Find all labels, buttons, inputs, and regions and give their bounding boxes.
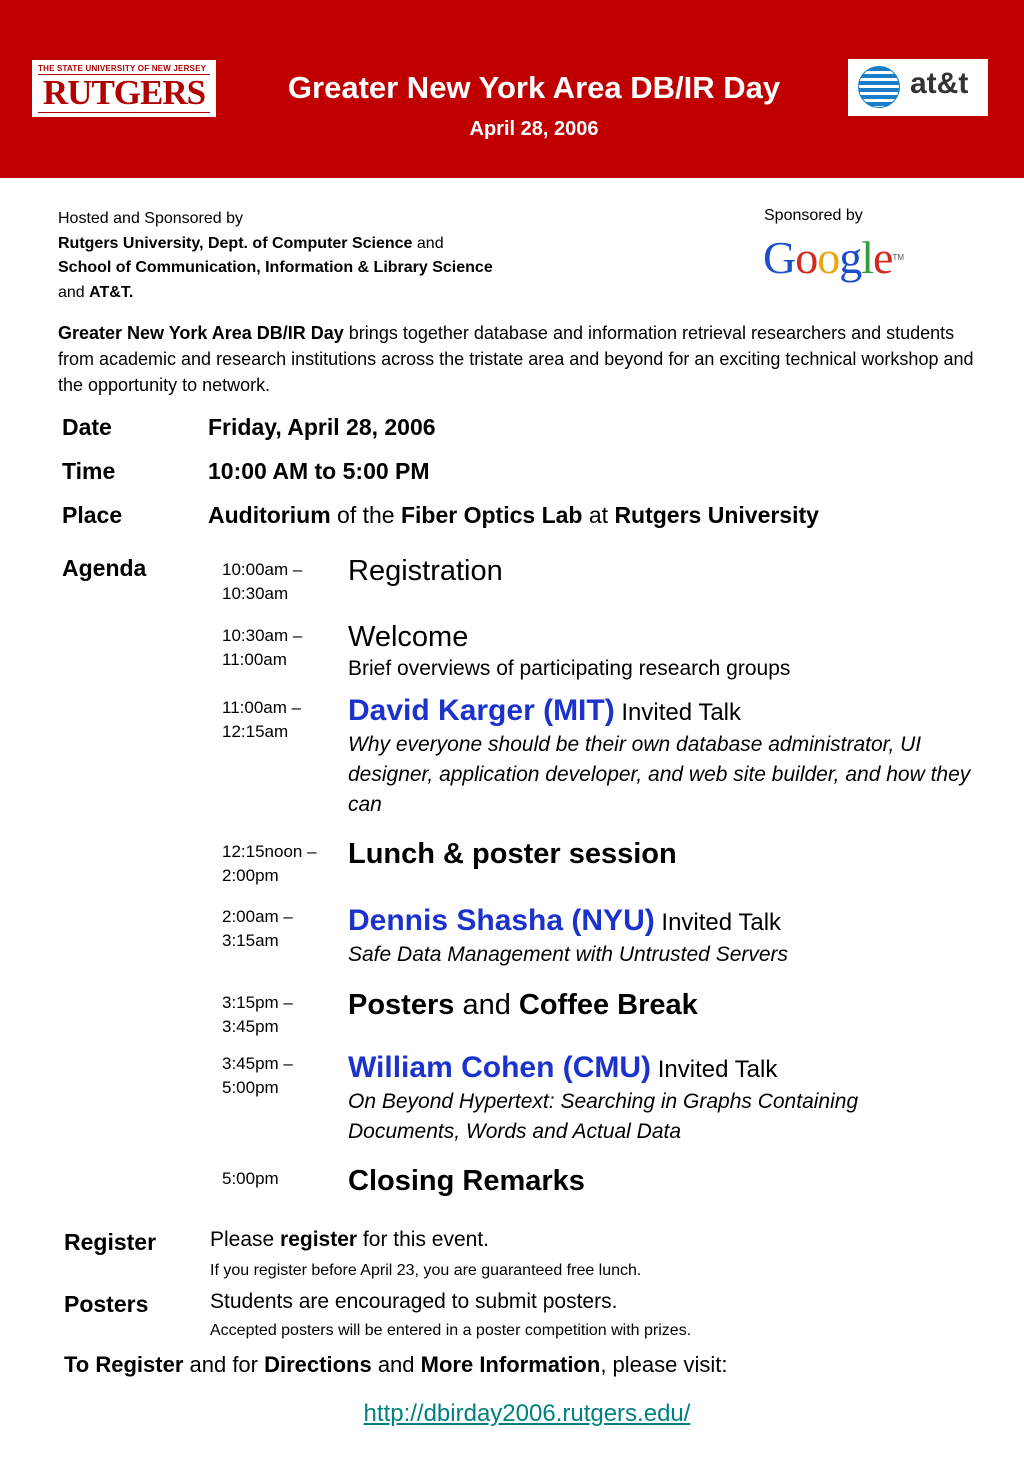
agenda-time-start: 5:00pm [222,1169,279,1188]
place-fiber-optics-lab: Fiber Optics Lab [400,502,583,528]
date-value: Friday, April 28, 2006 [208,414,436,440]
agenda-time-end: 3:45pm [222,1017,279,1036]
register-label: Register [64,1229,157,1255]
rutgers-logo [32,60,216,117]
agenda-invited-talk: Invited Talk [614,699,742,726]
agenda-item-lunch [348,837,988,871]
agenda-time [222,1167,279,1191]
agenda-speaker: David Karger (MIT) [348,694,615,727]
att-globe-icon [858,66,900,108]
place-text: of the [330,502,401,528]
host-info [58,207,493,305]
agenda-title-coffee: Coffee Break [518,989,698,1021]
agenda-time-end: 5:00pm [222,1078,279,1097]
posters-line: Students are encouraged to submit posters. [210,1290,618,1313]
event-date-heading: April 28, 2006 [469,118,599,140]
more-info-register: To Register [64,1352,184,1377]
agenda-time-start: 3:15pm – [222,993,293,1012]
place-auditorium: Auditorium [208,502,331,528]
agenda-item-coffee-break [348,988,988,1022]
more-info-text: , please visit: [600,1352,728,1377]
host-and: and [58,283,90,301]
rutgers-logo-top-text: THE STATE UNIVERSITY OF NEW JERSEY [38,64,207,73]
rutgers-logo-wordmark: RUTGERS [42,73,206,112]
agenda-time [222,624,302,672]
agenda-speaker: Dennis Shasha (NYU) [348,904,655,937]
more-info-text: and [371,1352,421,1377]
agenda-time-start: 10:00am – [222,560,303,579]
agenda-time-start: 3:45pm – [222,1054,293,1073]
register-text: Please [210,1228,281,1251]
host-line: Hosted and Sponsored by [58,210,244,227]
agenda-talk-title: Safe Data Management with Untrusted Servers [348,943,789,966]
agenda-invited-talk: Invited Talk [654,909,782,936]
agenda-item-cohen [348,1051,988,1147]
agenda-time-end: 10:30am [222,584,289,603]
agenda-invited-talk: Invited Talk [651,1056,778,1083]
register-text: for this event. [357,1228,489,1251]
register-note: If you register before April 23, you are guaranteed free lunch. [210,1262,642,1279]
agenda-time-start: 10:30am – [222,626,303,645]
att-logo-text: at&t [910,67,969,100]
place-value [208,502,819,529]
agenda-item-shasha [348,904,988,970]
agenda-time-end: 3:15am [222,931,279,950]
time-value: 10:00 AM to 5:00 PM [208,458,430,484]
register-line [210,1228,489,1252]
agenda-title-and: and [454,989,519,1021]
place-label: Place [62,502,123,528]
agenda-item-registration [348,554,988,588]
host-and: and [412,234,444,252]
place-text: at [582,502,615,528]
register-link-text: register [280,1228,358,1251]
header-banner [0,0,1024,178]
agenda-title: Welcome [348,621,469,653]
intro-text: brings together database and information retrieval researchers and students from academic and research institutions across the tristate area and beyond for an exciting technical workshop and the opportunity to network. [58,323,974,395]
agenda-label: Agenda [62,555,147,581]
agenda-time-start: 12:15noon – [222,842,317,861]
posters-label: Posters [64,1291,149,1317]
time-label: Time [62,458,116,484]
google-logo: Google™ [763,232,904,283]
place-rutgers: Rutgers University [614,502,819,528]
agenda-item-welcome [348,620,988,684]
agenda-time-end: 11:00am [222,650,287,669]
agenda-talk-title: Why everyone should be their own database administrator, UI designer, application developer, and web site builder, and how they can [348,733,971,816]
host-att: AT&T. [89,283,134,301]
agenda-time-start: 11:00am – [222,698,302,717]
more-info-line [64,1352,727,1378]
agenda-title-posters: Posters [348,989,455,1021]
more-info-directions: Directions [264,1352,372,1377]
agenda-title: Closing Remarks [348,1165,585,1197]
agenda-time-end: 2:00pm [222,866,279,885]
date-label: Date [62,414,112,440]
agenda-time-end: 12:15am [222,722,289,741]
rutgers-logo-rule [38,112,210,113]
agenda-item-closing [348,1164,988,1198]
agenda-time [222,840,317,888]
host-line [58,232,493,257]
agenda-subtitle: Brief overviews of participating research groups [348,657,791,680]
agenda-time-start: 2:00am – [222,907,293,926]
page-title: Greater New York Area DB/IR Day [287,70,781,105]
agenda-item-karger [348,694,988,820]
agenda-title: Registration [348,555,503,587]
agenda-time [222,905,293,953]
host-line [58,281,493,306]
host-rutgers-cs: Rutgers University, Dept. of Computer Science [58,234,413,252]
agenda-time [222,696,301,744]
more-info-text: and for [183,1352,265,1377]
att-logo [848,59,988,116]
posters-note: Accepted posters will be entered in a poster competition with prizes. [210,1322,692,1339]
host-scils: School of Communication, Information & Library Science [58,259,493,276]
more-info-more-information: More Information [420,1352,601,1377]
agenda-time [222,558,302,606]
intro-event-name: Greater New York Area DB/IR Day [58,323,344,343]
sponsor-label: Sponsored by [764,207,863,224]
agenda-talk-title: On Beyond Hypertext: Searching in Graphs Containing Documents, Words and Actual Data [348,1090,859,1143]
google-logo-tm: TM [892,253,904,262]
agenda-time [222,991,293,1039]
agenda-speaker: William Cohen (CMU) [348,1051,652,1084]
agenda-title: Lunch & poster session [348,838,677,870]
intro-paragraph [58,320,978,398]
event-website-link[interactable]: http://dbirday2006.rutgers.edu/ [363,1400,691,1427]
agenda-time [222,1052,293,1100]
